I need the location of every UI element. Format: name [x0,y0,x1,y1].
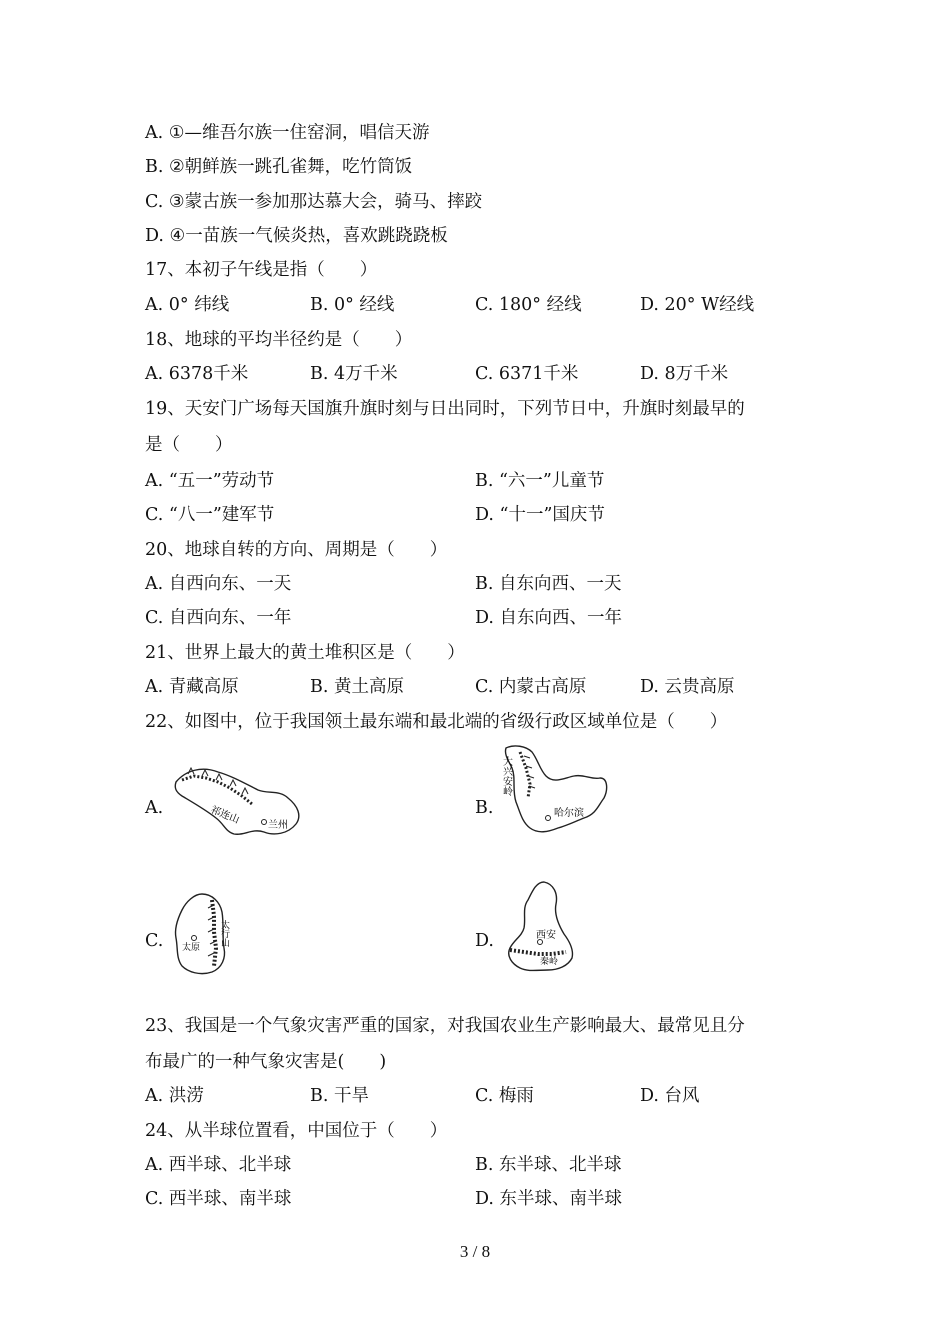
q22-option-c-letter: C. [145,931,164,951]
q21-stem: 21、世界上最大的黄土堆积区是（ ） [145,643,465,663]
q23-option-c: C. 梅雨 [475,1086,534,1106]
q20-option-d: D. 自东向西、一年 [475,608,623,628]
q19-option-c: C. “八一”建军节 [145,505,275,525]
map-b-label-haerbin: 哈尔滨 [554,808,584,819]
q18-option-a: A. 6378千米 [145,364,249,384]
q24-option-d: D. 东半球、南半球 [475,1189,623,1209]
q23-option-a: A. 洪涝 [145,1086,204,1106]
q21-option-c: C. 内蒙古高原 [475,677,587,697]
q21-option-d: D. 云贵高原 [640,677,735,697]
q17-option-d: D. 20° W经线 [640,295,755,315]
map-shaanxi [500,878,580,978]
q19-option-a: A. “五一”劳动节 [145,471,275,491]
q24-option-b: B. 东半球、北半球 [475,1155,622,1175]
page-number: 3 / 8 [459,1242,491,1261]
q21-option-b: B. 黄土高原 [310,677,404,697]
q19-stem-line2: 是（ ） [145,435,233,455]
q22-option-d-letter: D. [475,931,494,951]
q16-option-b: B. ②朝鲜族一跳孔雀舞，吃竹筒饭 [145,157,413,177]
q16-option-a: A. ①—维吾尔族一住窑洞，唱信天游 [145,123,430,143]
map-d-label-qinling: 秦岭 [540,957,559,967]
q22-stem: 22、如图中，位于我国领土最东端和最北端的省级行政区域单位是（ ） [145,712,728,732]
q20-option-a: A. 自西向东、一天 [145,574,292,594]
q24-option-c: C. 西半球、南半球 [145,1189,292,1209]
q23-stem-line2: 布最广的一种气象灾害是( ) [145,1052,387,1072]
q18-option-b: B. 4万千米 [310,364,398,384]
q23-option-b: B. 干旱 [310,1086,369,1106]
map-a-label-lanzhou: 兰州 [268,820,288,831]
q19-stem-line1: 19、天安门广场每天国旗升旗时刻与日出同时，下列节日中，升旗时刻最早的 [145,399,745,419]
q18-option-d: D. 8万千米 [640,364,729,384]
map-b-label-daxinganling: 大兴安岭 [500,756,512,796]
q23-stem-line1: 23、我国是一个气象灾害严重的国家，对我国农业生产影响最大、最常见且分 [145,1016,745,1036]
q17-option-c: C. 180° 经线 [475,295,582,315]
map-heilongjiang [500,742,612,842]
q24-option-a: A. 西半球、北半球 [145,1155,292,1175]
q19-option-d: D. “十一”国庆节 [475,505,605,525]
q20-option-c: C. 自西向东、一年 [145,608,292,628]
q17-option-a: A. 0° 纬线 [145,295,230,315]
q17-option-b: B. 0° 经线 [310,295,395,315]
q18-stem: 18、地球的平均半径约是（ ） [145,330,413,350]
q17-stem: 17、本初子午线是指（ ） [145,260,378,280]
q23-option-d: D. 台风 [640,1086,700,1106]
q18-option-c: C. 6371千米 [475,364,579,384]
map-c-label-taiyuan: 太原 [182,943,201,953]
map-d-label-xian: 西安 [536,930,556,941]
q22-option-a-letter: A. [145,798,164,818]
q24-stem: 24、从半球位置看，中国位于（ ） [145,1121,448,1141]
map-a-label-qilian: 祁连山 [208,804,241,827]
q22-option-b-letter: B. [475,798,494,818]
map-gansu [172,752,308,842]
q19-option-b: B. “六一”儿童节 [475,471,605,491]
map-c-label-taihangshan: 太行山 [219,920,229,947]
q21-option-a: A. 青藏高原 [145,677,239,697]
q20-option-b: B. 自东向西、一天 [475,574,622,594]
map-shanxi [172,890,242,976]
q16-option-d: D. ④一苗族一气候炎热，喜欢跳跷跷板 [145,226,448,246]
q20-stem: 20、地球自转的方向、周期是（ ） [145,540,448,560]
q16-option-c: C. ③蒙古族一参加那达慕大会，骑马、摔跤 [145,192,483,212]
